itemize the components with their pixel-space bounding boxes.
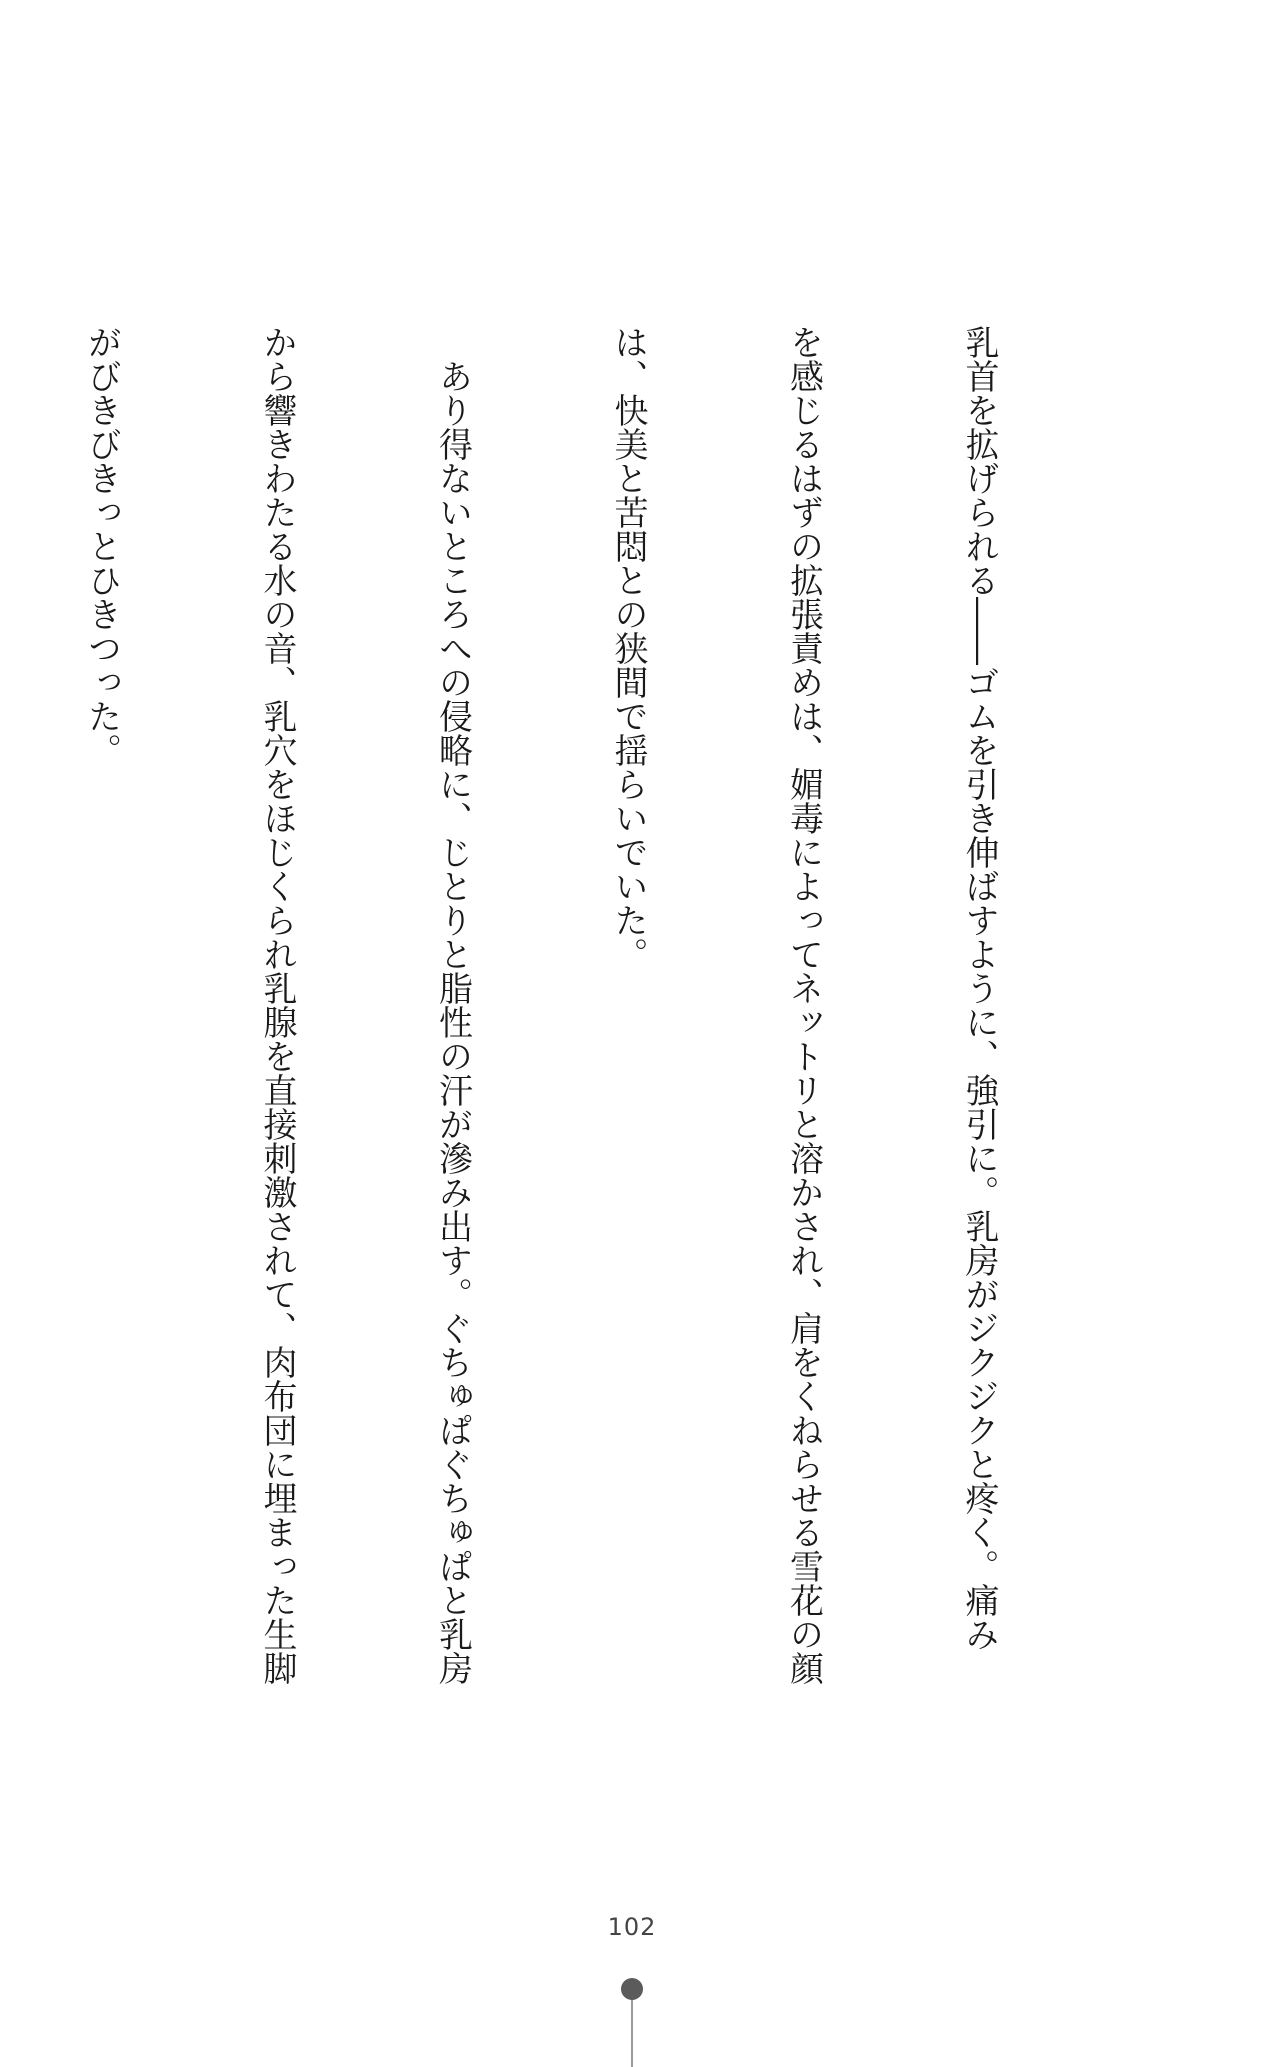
text-line: あり得ないところへの侵略に、じとりと脂性の汗が滲み出す。ぐちゅぱぐちゅぱと乳房 <box>432 325 473 1685</box>
page-number: 102 <box>607 1913 657 1941</box>
text-line: は、快美と苦悶との狭間で揺らいでいた。 <box>608 325 648 971</box>
page-marker-dot-icon <box>621 1978 643 2000</box>
text-line: 乳首を拡げられる――ゴムを引き伸ばすように、強引に。乳房がジクジクと疼く。痛み <box>959 325 999 1651</box>
text-line: がびきびきっとひきつった。 <box>81 325 122 767</box>
text-line: から響きわたる水の音、乳穴をほじくられ乳腺を直接刺激されて、肉布団に埋まった生脚 <box>257 325 297 1685</box>
vertical-text-body <box>81 325 1125 1735</box>
text-line: を感じるはずの拡張責めは、媚毒によってネットリと溶かされ、肩をくねらせる雪花の顔 <box>783 325 824 1685</box>
